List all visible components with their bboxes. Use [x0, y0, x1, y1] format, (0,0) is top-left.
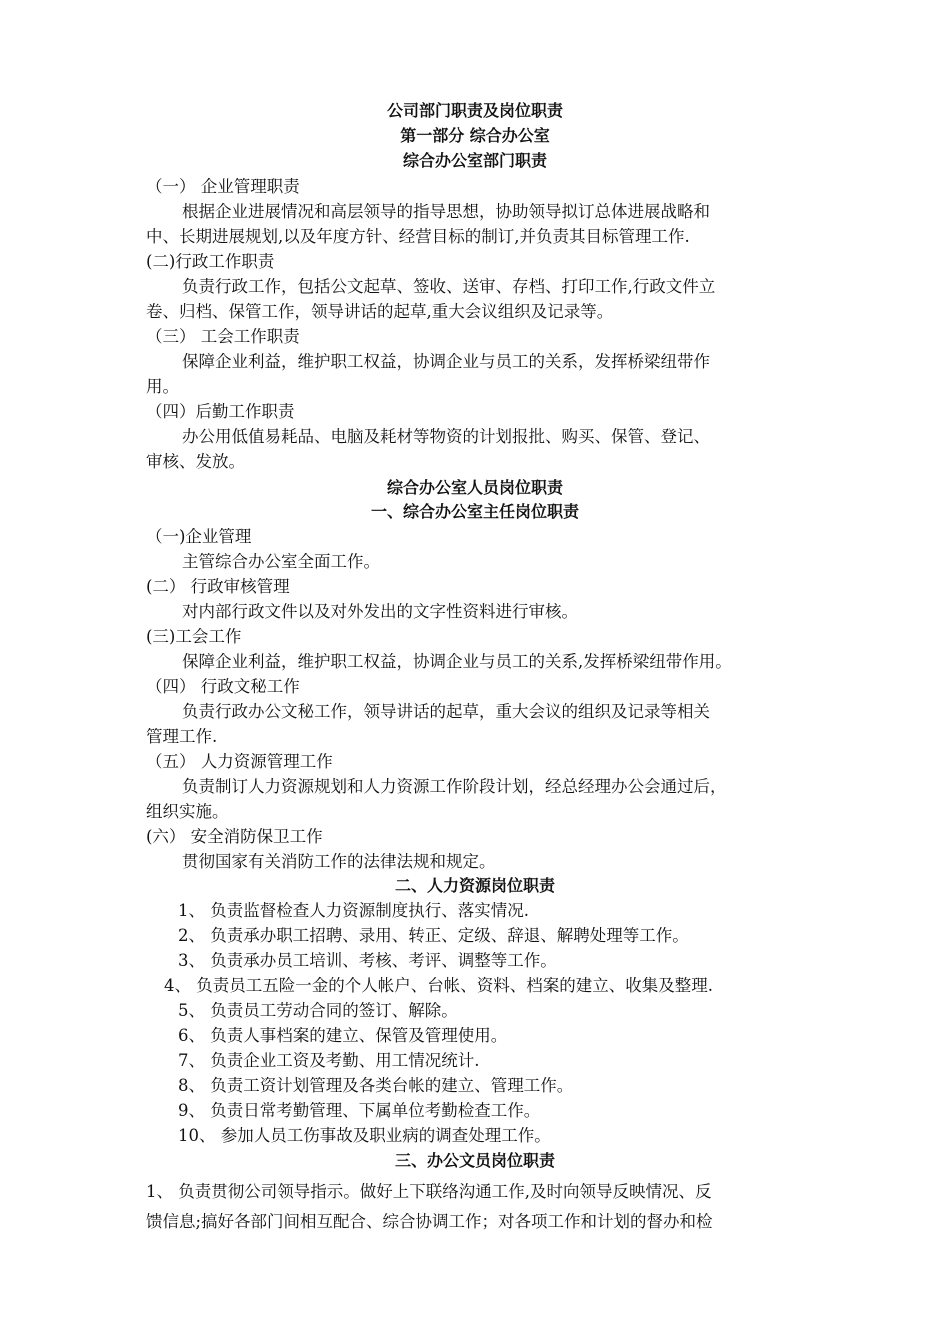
paragraph-line: 负责行政办公文秘工作，领导讲话的起草，重大会议的组织及记录等相关 [182, 702, 710, 721]
paragraph-line: 根据企业进展情况和高层领导的指导思想，协助领导拟订总体进展战略和 [182, 202, 710, 221]
paragraph-line: 卷、归档、保管工作，领导讲话的起草,重大会议组织及记录等。 [146, 302, 614, 321]
section-heading: 三、办公文员岗位职责 [394, 1151, 555, 1170]
subheading: （四）后勤工作职责 [146, 402, 295, 421]
section-heading: 一、综合办公室主任岗位职责 [370, 502, 579, 521]
paragraph-line: 管理工作. [146, 727, 218, 746]
list-item: 4、 负责员工五险一金的个人帐户、台帐、资料、档案的建立、收集及整理. [164, 976, 713, 995]
paragraph-line: 负责行政工作，包括公文起草、签收、送审、存档、打印工作,行政文件立 [182, 277, 716, 296]
list-item: 7、 负责企业工资及考勤、用工情况统计. [178, 1051, 480, 1070]
subheading: （三） 工会工作职责 [146, 327, 300, 346]
list-item: 1、 负责监督检查人力资源制度执行、落实情况. [178, 901, 529, 920]
document-title: 公司部门职责及岗位职责 [386, 101, 563, 120]
part-title: 第一部分 综合办公室 [400, 126, 550, 145]
paragraph-line: 办公用低值易耗品、电脑及耗材等物资的计划报批、购买、保管、登记、 [182, 427, 710, 446]
section-heading: 二、人力资源岗位职责 [394, 876, 555, 895]
section-heading: 综合办公室部门职责 [402, 151, 547, 170]
list-item: 5、 负责员工劳动合同的签订、解除。 [178, 1001, 458, 1020]
list-item: 6、 负责人事档案的建立、保管及管理使用。 [178, 1026, 508, 1045]
list-item: 8、 负责工资计划管理及各类台帐的建立、管理工作。 [178, 1076, 574, 1095]
list-item: 9、 负责日常考勤管理、下属单位考勤检查工作。 [178, 1101, 541, 1120]
paragraph-line: 负责制订人力资源规划和人力资源工作阶段计划，经总经理办公会通过后， [182, 777, 727, 796]
paragraph-line: 主管综合办公室全面工作。 [182, 552, 380, 571]
subheading: (二） 行政审核管理 [146, 577, 290, 596]
paragraph-line: 保障企业利益，维护职工权益，协调企业与员工的关系,发挥桥梁纽带作用。 [182, 652, 732, 671]
list-item: 3、 负责承办员工培训、考核、考评、调整等工作。 [178, 951, 557, 970]
subheading: （四） 行政文秘工作 [146, 677, 300, 696]
list-item: 10、 参加人员工伤事故及职业病的调查处理工作。 [178, 1126, 551, 1145]
paragraph-line: 用。 [146, 377, 179, 396]
subheading: （一） 企业管理职责 [146, 177, 300, 196]
paragraph-line: 保障企业利益，维护职工权益，协调企业与员工的关系，发挥桥梁纽带作 [182, 352, 710, 371]
subheading: (六） 安全消防保卫工作 [146, 827, 323, 846]
paragraph-line: 1、 负责贯彻公司领导指示。做好上下联络沟通工作,及时向领导反映情况、反 [146, 1182, 712, 1201]
paragraph-line: 中、长期进展规划,以及年度方针、经营目标的制订,并负责其目标管理工作. [146, 227, 690, 246]
paragraph-line: 对内部行政文件以及对外发出的文字性资料进行审核。 [182, 602, 578, 621]
subheading: (三)工会工作 [146, 627, 242, 646]
list-item: 2、 负责承办职工招聘、录用、转正、定级、辞退、解聘处理等工作。 [178, 926, 689, 945]
subheading: (二)行政工作职责 [146, 252, 275, 271]
paragraph-line: 审核、发放。 [146, 452, 245, 471]
paragraph-line: 贯彻国家有关消防工作的法律法规和规定。 [182, 852, 496, 871]
section-heading: 综合办公室人员岗位职责 [386, 478, 563, 497]
subheading: （一)企业管理 [146, 527, 252, 546]
paragraph-line: 馈信息;搞好各部门间相互配合、综合协调工作；对各项工作和计划的督办和检 [146, 1212, 713, 1231]
paragraph-line: 组织实施。 [146, 802, 229, 821]
subheading: （五） 人力资源管理工作 [146, 752, 333, 771]
